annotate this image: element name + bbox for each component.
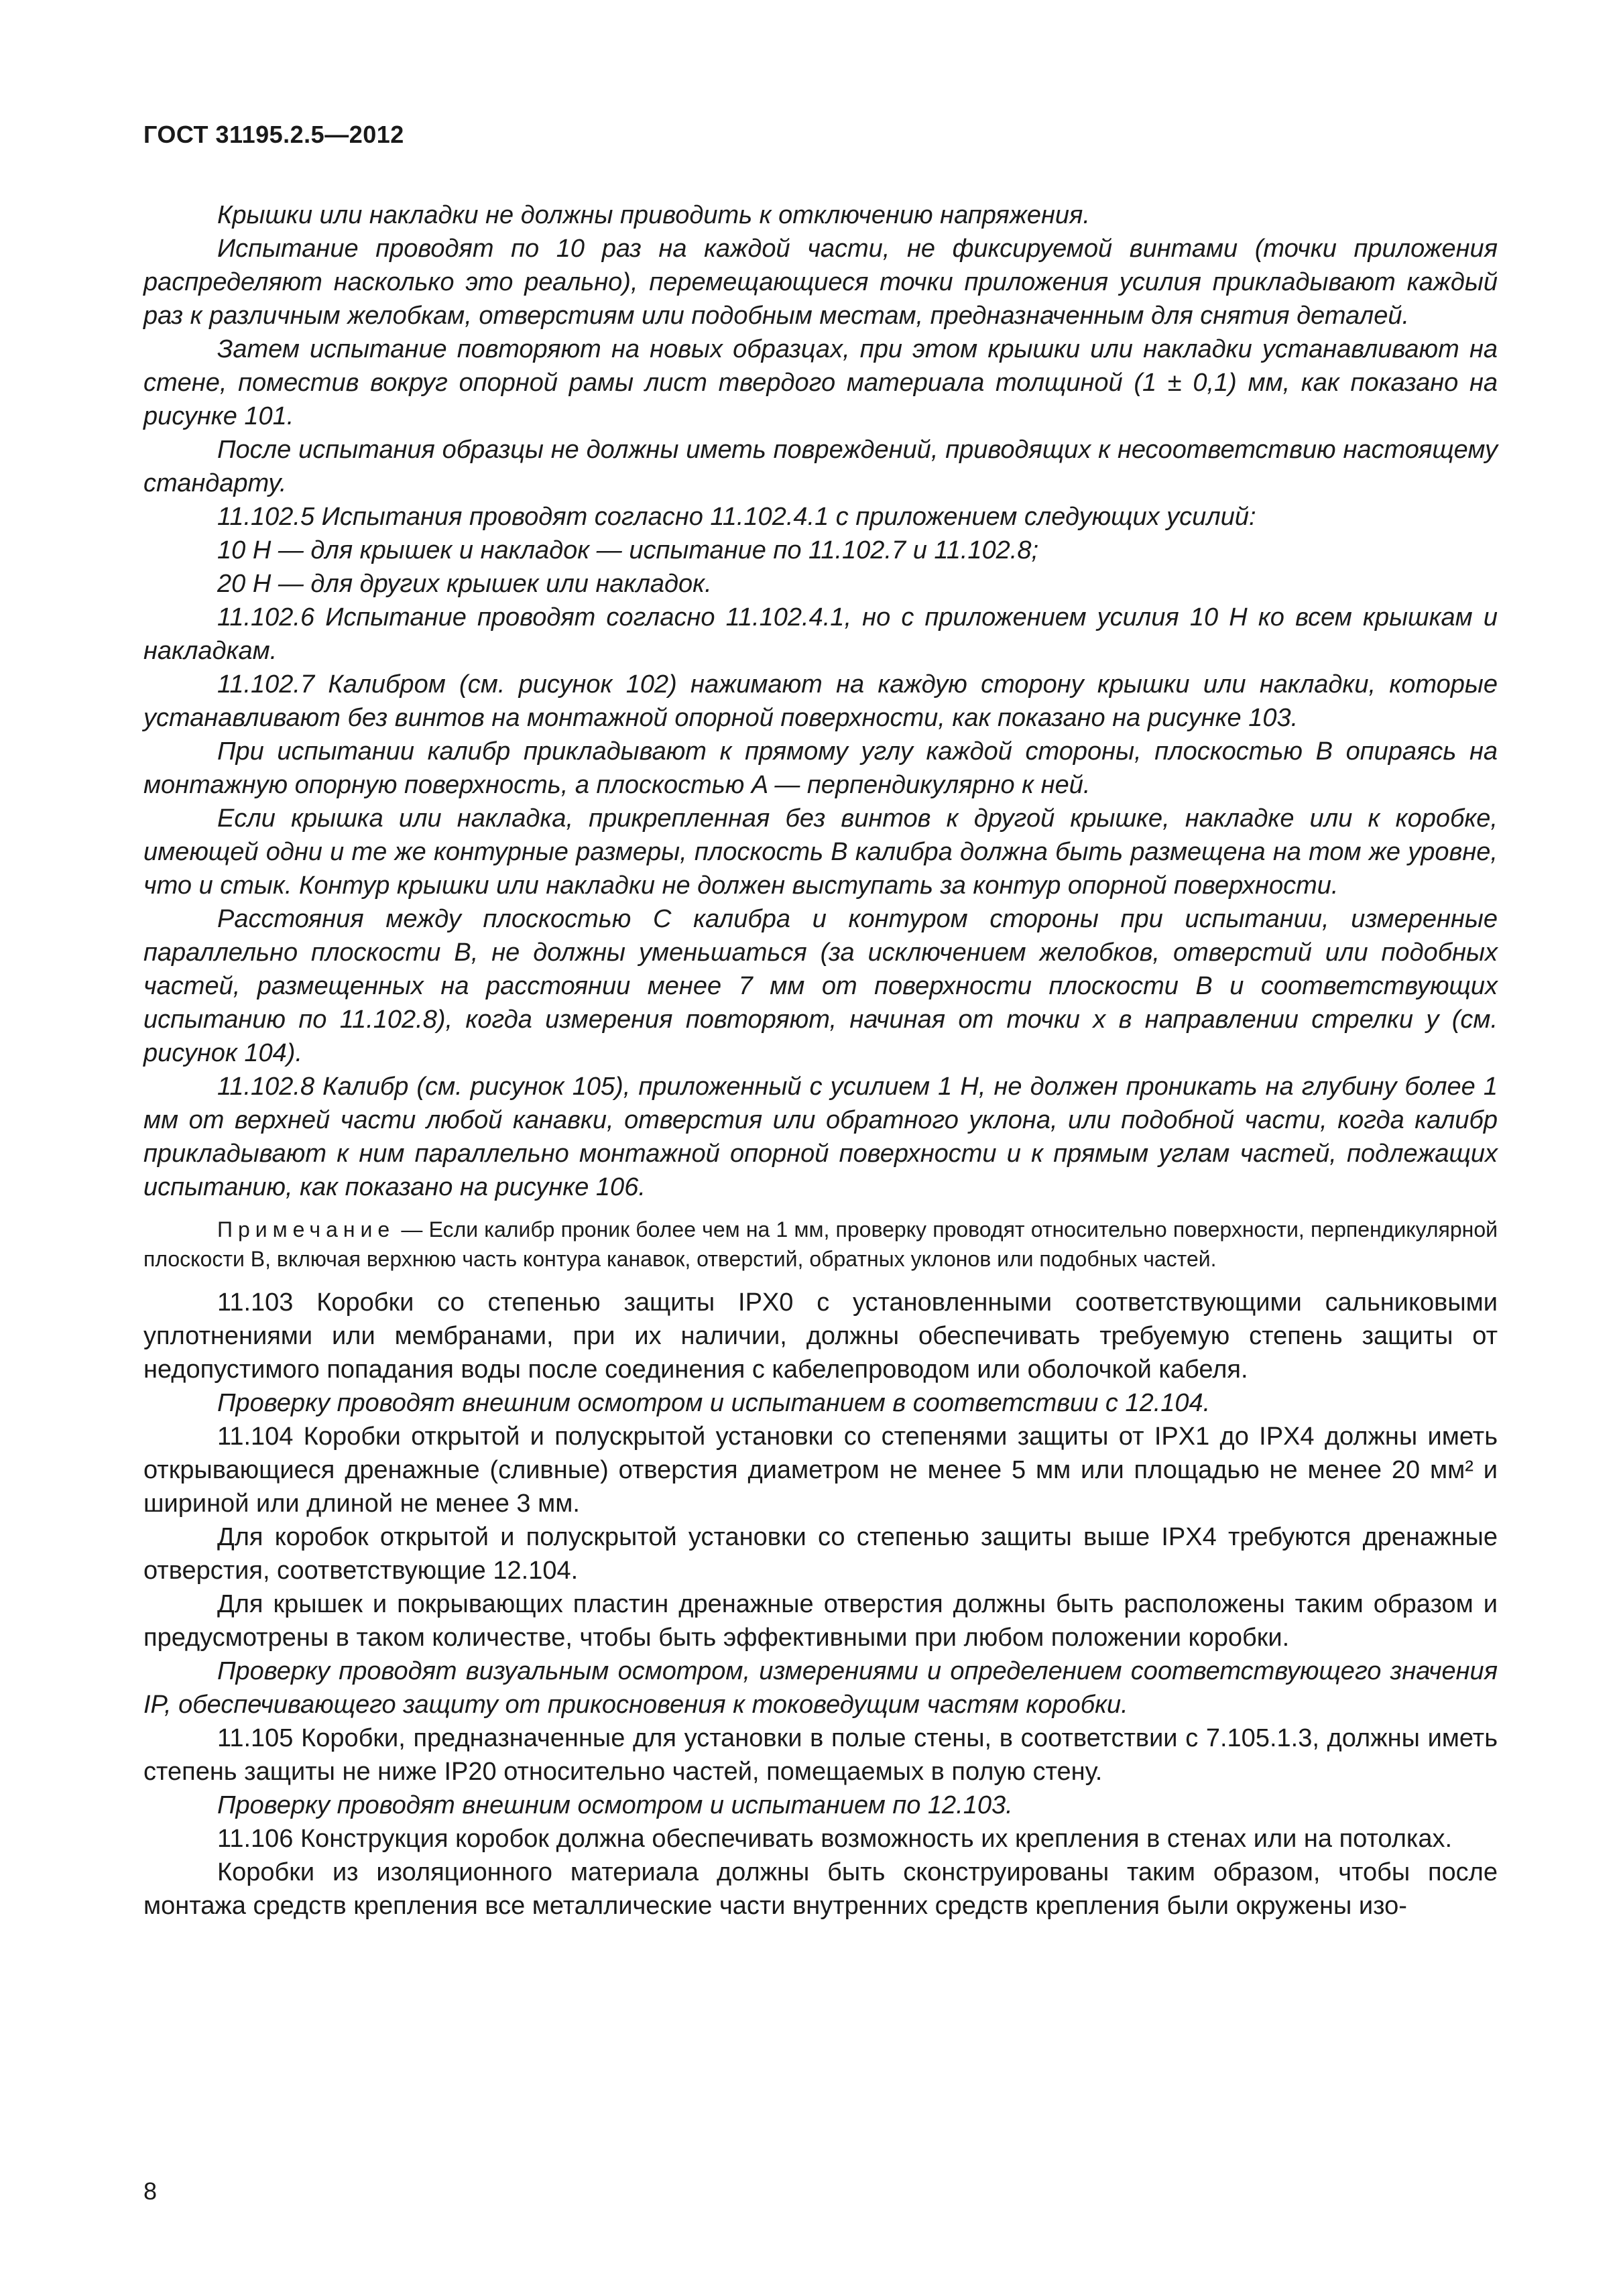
paragraph: Проверку проводят визуальным осмотром, измерениями и определением соответствующего значения IP, обеспечивающего защиту от прикосновения к токоведущим частям коробки. — [143, 1657, 1498, 1719]
note-label: Примечание — [217, 1217, 396, 1242]
paragraph: Коробки из изоляционного материала должны быть сконструированы таким образом, чтобы после монтажа средств крепления все металлические части внутренних средств крепления были окружены изо- — [143, 1858, 1498, 1920]
paragraph: 11.104 Коробки открытой и полускрытой установки со степенями защиты от IPX1 до IPX4 должны иметь открывающиеся дренажные (сливные) отверстия диаметром не менее 5 мм или площадью не менее 20 мм² и шириной или длиной не менее 3 мм. — [143, 1423, 1498, 1518]
paragraph: Для коробок открытой и полускрытой установки со степенью защиты выше IPX4 требуются дренажные отверстия, соответствующие 12.104. — [143, 1523, 1498, 1585]
paragraph: При испытании калибр прикладывают к прямому углу каждой стороны, плоскостью B опираясь на монтажную опорную поверхность, а плоскостью A — перпендикулярно к ней. — [143, 737, 1498, 799]
paragraph: Испытание проводят по 10 раз на каждой части, не фиксируемой винтами (точки приложения распределяют насколько это реально), перемещающиеся точки приложения усилия прикладывают каждый раз к различным желобкам, отверстиям или подобным местам, предназначенным для снятия деталей. — [143, 235, 1498, 330]
paragraph: 11.102.6 Испытание проводят согласно 11.102.4.1, но с приложением усилия 10 Н ко всем крышкам и накладкам. — [143, 603, 1498, 665]
paragraph: После испытания образцы не должны иметь повреждений, приводящих к несоответствию настоящему стандарту. — [143, 436, 1498, 497]
paragraph: Проверку проводят внешним осмотром и испытанием по 12.103. — [217, 1791, 1013, 1819]
paragraph: Если крышка или накладка, прикрепленная без винтов к другой крышке, накладке или к коробке, имеющей одни и те же контурные размеры, плоскость B калибра должна быть размещена на том же уровне, что и стык. Контур крышки или накладки не должен выступать за контур опорной поверхности. — [143, 804, 1498, 900]
paragraph: 11.106 Конструкция коробок должна обеспечивать возможность их крепления в стенах или на потолках. — [217, 1825, 1453, 1853]
paragraph: 10 Н — для крышек и накладок — испытание по 11.102.7 и 11.102.8; — [217, 536, 1039, 564]
paragraph: 11.102.8 Калибр (см. рисунок 105), приложенный с усилием 1 Н, не должен проникать на глубину более 1 мм от верхней части любой канавки, отверстия или обратного уклона, или подобной части, когда калибр прикладывают к ним параллельно монтажной опорной поверхности и к прямым углам частей, подлежащих испытанию, как показано на рисунке 106. — [143, 1073, 1498, 1201]
document-body — [143, 198, 1498, 1923]
paragraph: Крышки или накладки не должны приводить к отключению напряжения. — [217, 201, 1090, 229]
paragraph: 11.103 Коробки со степенью защиты IPX0 с установленными соответствующими сальниковыми уплотнениями или мембранами, при их наличии, должны обеспечивать требуемую степень защиты от недопустимого попадания воды после соединения с кабелепроводом или оболочкой кабеля. — [143, 1288, 1498, 1384]
paragraph: Проверку проводят внешним осмотром и испытанием в соответствии с 12.104. — [217, 1389, 1211, 1417]
paragraph: 11.102.7 Калибром (см. рисунок 102) нажимают на каждую сторону крышки или накладки, которые устанавливают без винтов на монтажной опорной поверхности, как показано на рисунке 103. — [143, 670, 1498, 732]
paragraph: Расстояния между плоскостью C калибра и контуром стороны при испытании, измеренные параллельно плоскости B, не должны уменьшаться (за исключением желобков, отверстий или подобных частей, размещенных на расстоянии менее 7 мм от поверхности плоскости B и соответствующих испытанию по 11.102.8), когда измерения повторяют, начиная от точки x в направлении стрелки y (см. рисунок 104). — [143, 905, 1498, 1067]
note — [143, 1215, 1498, 1274]
paragraph: 11.102.5 Испытания проводят согласно 11.102.4.1 с приложением следующих усилий: — [217, 503, 1256, 531]
document-header: ГОСТ 31195.2.5—2012 — [143, 121, 404, 148]
paragraph: Для крышек и покрывающих пластин дренажные отверстия должны быть расположены таким образом и предусмотрены в таком количестве, чтобы быть эффективными при любом положении коробки. — [143, 1590, 1498, 1652]
paragraph: Затем испытание повторяют на новых образцах, при этом крышки или накладки устанавливают на стене, поместив вокруг опорной рамы лист твердого материала толщиной (1 ± 0,1) мм, как показано на рисунке 101. — [143, 335, 1498, 430]
paragraph: 11.105 Коробки, предназначенные для установки в полые стены, в соответствии с 7.105.1.3, должны иметь степень защиты не ниже IP20 относительно частей, помещаемых в полую стену. — [143, 1724, 1498, 1786]
paragraph: 20 Н — для других крышек или накладок. — [217, 570, 712, 598]
note-text: — Если калибр проник более чем на 1 мм, проверку проводят относительно поверхности, перпендикулярной плоскости B, включая верхнюю часть контура канавок, отверстий, обратных уклонов или подобных частей. — [143, 1217, 1498, 1271]
page-number: 8 — [143, 2177, 158, 2205]
